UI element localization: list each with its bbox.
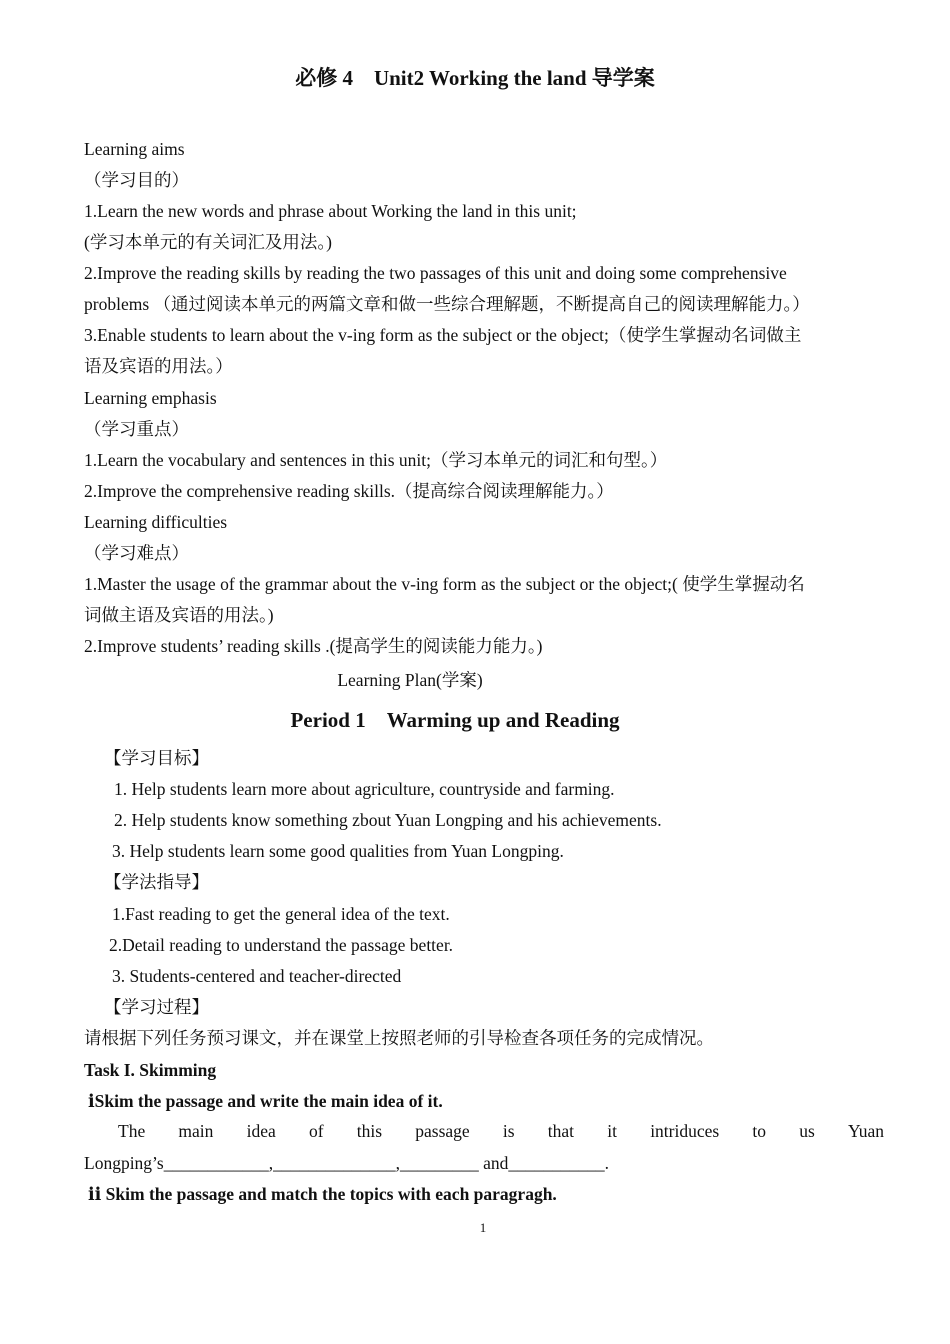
objectives-heading: 【学习目标】	[104, 748, 209, 768]
aims-item-2b: problems （通过阅读本单元的两篇文章和做一些综合理解题，不断提高自己的阅读理解能力。）	[84, 294, 810, 314]
sentence-word: The	[118, 1121, 146, 1141]
learning-plan-heading: Learning Plan(学案)	[337, 670, 483, 690]
aims-item-1: 1.Learn the new words and phrase about Working the land in this unit;	[84, 201, 577, 221]
difficulties-item-2: 2.Improve students’ reading skills .(提高学生的阅读能力能力。)	[84, 636, 543, 656]
sentence-word: of	[308, 1121, 324, 1141]
task1-heading: Task I. Skimming	[84, 1060, 217, 1080]
process-heading: 【学习过程】	[104, 997, 209, 1017]
sentence-word: is	[502, 1121, 515, 1141]
method-item: 2.Detail reading to understand the passage better.	[109, 935, 454, 955]
document-title: 必修 4 Unit2 Working the land 导学案	[295, 66, 655, 90]
aims-item-3a: 3.Enable students to learn about the v-ing form as the subject or the object;（使学生掌握动名词做主	[84, 325, 802, 345]
objective-item: 3. Help students learn some good qualities from Yuan Longping.	[112, 841, 564, 861]
emphasis-heading-cn: （学习重点）	[84, 419, 189, 439]
sentence-word: to	[752, 1121, 767, 1141]
task1-sub-i: ⅰSkim the passage and write the main idea of it.	[88, 1091, 443, 1111]
aims-item-2a: 2.Improve the reading skills by reading the two passages of this unit and doing some comprehensive	[84, 263, 787, 283]
sentence-word: it	[607, 1121, 617, 1141]
emphasis-item-2: 2.Improve the comprehensive reading skills.（提高综合阅读理解能力。）	[84, 481, 614, 501]
sentence-word: that	[547, 1121, 575, 1141]
sentence-word: Yuan	[848, 1121, 884, 1141]
main-idea-sentence	[84, 1121, 884, 1142]
difficulties-item-1a: 1.Master the usage of the grammar about the v-ing form as the subject or the object;( 使学生掌握动名	[84, 574, 805, 594]
difficulties-item-1b: 词做主语及宾语的用法。)	[84, 605, 274, 625]
aims-heading: Learning aims	[84, 139, 185, 159]
sentence-word: idea	[246, 1121, 276, 1141]
method-item: 3. Students-centered and teacher-directed	[112, 966, 402, 986]
period-heading: Period 1 Warming up and Reading	[290, 708, 620, 732]
page-number: 1	[479, 1220, 487, 1235]
difficulties-heading-cn: （学习难点）	[84, 543, 189, 563]
sentence-word: this	[356, 1121, 383, 1141]
aims-item-3b: 语及宾语的用法。）	[84, 356, 233, 376]
main-idea-blanks: Longping’s____________,______________,_________ and___________.	[84, 1153, 609, 1173]
aims-heading-cn: （学习目的）	[84, 170, 189, 190]
task1-sub-ii: ⅱ Skim the passage and match the topics with each paragragh.	[88, 1184, 557, 1204]
sentence-word: intriduces	[650, 1121, 720, 1141]
objective-item: 1. Help students learn more about agriculture, countryside and farming.	[114, 779, 615, 799]
methods-heading: 【学法指导】	[104, 872, 209, 892]
emphasis-item-1: 1.Learn the vocabulary and sentences in this unit;（学习本单元的词汇和句型。）	[84, 450, 668, 470]
sentence-word: us	[799, 1121, 815, 1141]
emphasis-heading: Learning emphasis	[84, 388, 217, 408]
difficulties-heading: Learning difficulties	[84, 512, 228, 532]
aims-item-1-cn: (学习本单元的有关词汇及用法。)	[84, 232, 332, 252]
objective-item: 2. Help students know something zbout Yuan Longping and his achievements.	[114, 810, 662, 830]
process-intro: 请根据下列任务预习课文，并在课堂上按照老师的引导检查各项任务的完成情况。	[84, 1028, 714, 1048]
sentence-word: passage	[415, 1121, 470, 1141]
method-item: 1.Fast reading to get the general idea of the text.	[112, 904, 450, 924]
sentence-word: main	[178, 1121, 214, 1141]
